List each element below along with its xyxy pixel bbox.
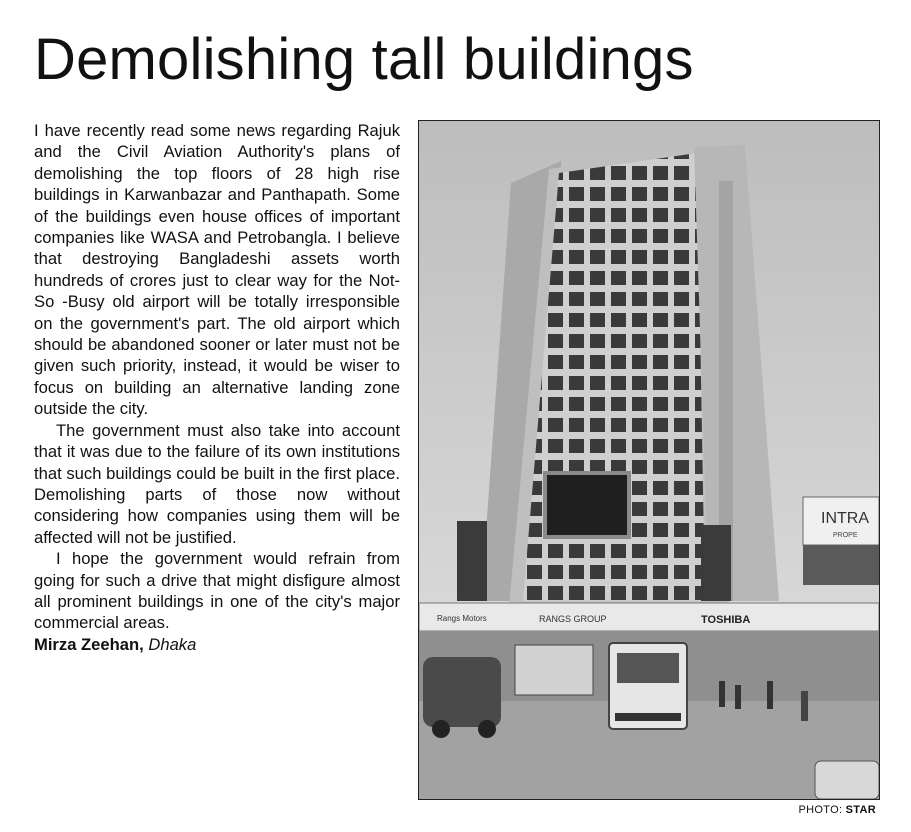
- author-name: Mirza Zeehan,: [34, 634, 144, 654]
- headline: Demolishing tall buildings: [34, 27, 694, 92]
- ground-floor-signage: [419, 603, 879, 631]
- left-emblem: [457, 521, 487, 601]
- photo-credit: [799, 804, 876, 816]
- banner-center-text: RANGS GROUP: [539, 614, 607, 624]
- building-photo-illustration: [419, 121, 879, 799]
- photo-credit-prefix: PHOTO:: [798, 804, 843, 816]
- author-location: Dhaka: [148, 634, 197, 654]
- paragraph-3: I hope the government would refrain from going for such a drive that might disfigure almost all prominent buildings in one of the city's major commercial areas.: [34, 549, 400, 633]
- paragraph-2: The government must also take into account that it was due to the failure of its own institutions that such buildings could be built in the first place. Demolishing parts of those now without considering how companies using them will be affected will not be justified.: [34, 420, 400, 547]
- banner-right-text: TOSHIBA: [701, 614, 751, 626]
- auto-rickshaw: [423, 657, 501, 727]
- news-photo: [418, 120, 880, 800]
- car: [815, 761, 879, 799]
- bus-2: [515, 645, 593, 695]
- video-screen: [545, 473, 629, 537]
- photo-credit-source: STAR: [845, 804, 876, 816]
- paragraph-1: I have recently read some news regarding Rajuk and the Civil Aviation Authority's plans of demolishing the top floors of 28 high rise buildings in Karwanbazar and Panthapath. Some of the buildings even house offices of important companies like WASA and Petrobangla. I believe that destroying Bangladeshi assets worth hundreds of crores just to clear way for the Not-So -Busy old airport will be totally irresponsible on the government's part. The old airport which should be abandoned sooner or later must not be given such priority, instead, it would be wiser to focus on building an alternative landing zone outside the city.: [34, 121, 400, 419]
- article-body: [34, 120, 400, 655]
- right-emblem: [701, 525, 731, 601]
- banner-left-text: Rangs Motors: [437, 614, 487, 623]
- signature: [34, 634, 400, 655]
- billboard-text: INTRA: [821, 510, 869, 527]
- billboard-subtext: PROPE: [833, 532, 858, 539]
